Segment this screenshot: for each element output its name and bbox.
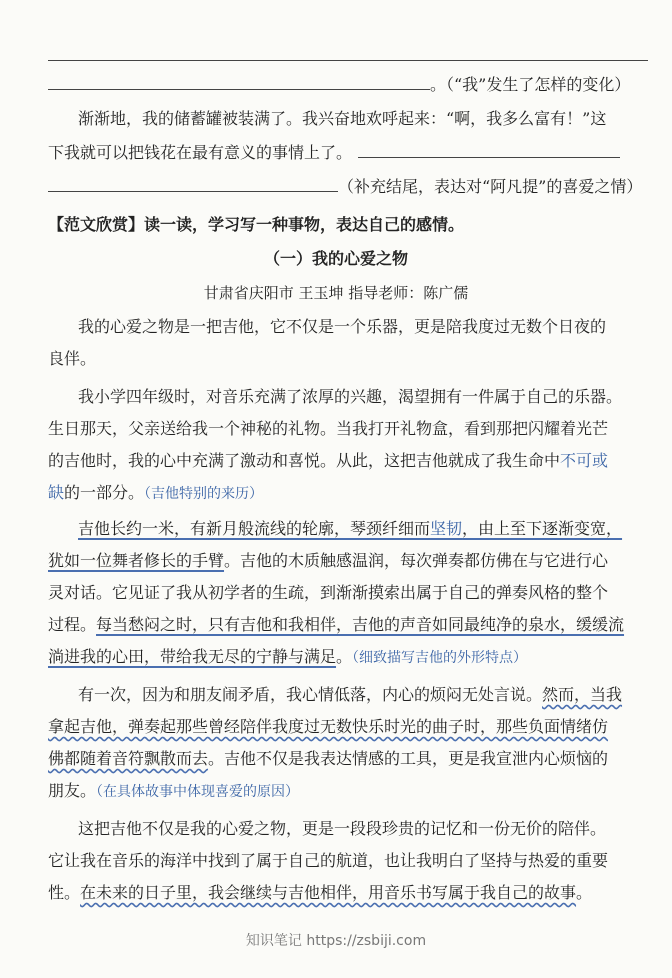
text: 。	[336, 647, 353, 666]
answer-line-1	[48, 60, 648, 61]
essay-author: 甘肃省庆阳市 王玉坤 指导老师：陈广儒	[203, 284, 469, 302]
para-text	[48, 138, 648, 168]
essay-line	[48, 414, 648, 444]
text: 有一次，因为和朋友闹矛盾，我心情低落，内心的烦闷无处言说。	[78, 685, 543, 704]
text: 渐渐地，我的储蓄罐被装满了。我兴奋地欢呼起来：“啊，我多么富有！”这	[78, 109, 607, 128]
wavy-underlined-text: 在未来的日子里，我会继续与吉他相伴，用音乐书写属于我自己的故事	[80, 883, 577, 902]
underlined-text: 犹如一位舞者修长的手臂	[48, 551, 225, 570]
essay-line	[48, 546, 648, 576]
prompt-text: 。（“我”发生了怎样的变化）	[430, 75, 631, 94]
essay-line	[48, 610, 648, 640]
text: 下我就可以把钱花在最有意义的事情上了。	[48, 143, 353, 162]
essay-line	[78, 514, 648, 544]
essay-title: （一）我的心爱之物	[263, 249, 408, 268]
blank	[48, 71, 430, 90]
wavy-underlined-text: 拿起吉他，弹奏起那些曾经陪伴我度过无数快乐时光的曲子时，那些负面情绪仿	[48, 717, 609, 736]
answer-line-3	[48, 172, 648, 202]
essay-line	[48, 478, 648, 508]
essay-line	[78, 814, 648, 844]
text: 灵对话。它见证了我从初学者的生疏，到渐渐摸索出属于自己的弹奏风格的整个	[48, 583, 609, 602]
essay-line	[48, 578, 648, 608]
answer-line-2	[48, 70, 648, 100]
blank	[48, 173, 338, 192]
essay-line	[48, 878, 648, 908]
text: 。吉他不仅是我表达情感的工具，更是我宣泄内心烦恼的	[208, 749, 609, 768]
highlight-text: 不可或	[560, 451, 609, 470]
text: 我小学四年级时，对音乐充满了浓厚的兴趣，渴望拥有一件属于自己的乐器。	[78, 387, 623, 406]
text: 我的心爱之物是一把吉他，它不仅是一个乐器，更是陪我度过无数个日夜的	[78, 317, 607, 336]
text: 生日那天，父亲送给我一个神秘的礼物。当我打开礼物盒，看到那把闪耀着光芒	[48, 419, 609, 438]
essay-line	[48, 712, 648, 742]
section-instruction: 读一读，学习写一种事物，表达自己的感情。	[144, 215, 465, 234]
essay-line	[48, 776, 648, 806]
section-tag: 【范文欣赏】	[48, 215, 145, 234]
text: 。吉他的木质触感温润，每次弹奏都仿佛在与它进行心	[224, 551, 609, 570]
underlined-text: 每当愁闷之时，只有吉他和我相伴，吉他的声音如同最纯净的泉水，缓缓流	[96, 615, 625, 634]
text: 性。	[48, 883, 81, 902]
annotation-note: （在具体故事中体现喜爱的原因）	[96, 784, 300, 800]
para-text	[78, 104, 648, 134]
text: 良伴。	[48, 349, 97, 368]
underlined-text: 淌进我的心田，带给我无尽的宁静与满足	[48, 647, 337, 666]
essay-line	[48, 446, 648, 476]
annotation-note: （细致描写吉他的外形特点）	[352, 650, 528, 666]
text: 过程。	[48, 615, 97, 634]
text: 它让我在音乐的海洋中找到了属于自己的航道，也让我明白了坚持与热爱的重要	[48, 851, 609, 870]
footer-watermark: 知识笔记 https://zsbiji.com	[245, 933, 427, 949]
highlight-text: 缺	[48, 483, 65, 502]
blank	[358, 139, 620, 158]
essay-line	[78, 382, 648, 412]
wavy-underlined-text: 然而，当我	[542, 685, 623, 704]
text: 的吉他时，我的心中充满了激动和喜悦。从此，这把吉他就成了我生命中	[48, 451, 561, 470]
essay-line	[48, 642, 648, 672]
text: 。	[576, 883, 593, 902]
essay-line	[48, 846, 648, 876]
wavy-underlined-text: 佛都随着音符飘散而去	[48, 749, 209, 768]
text: 的一部分。	[64, 483, 145, 502]
underlined-text: ，由上至下逐渐变宽，	[462, 519, 623, 538]
essay-line	[48, 344, 648, 374]
section-heading	[48, 212, 464, 235]
prompt-text: （补充结尾，表达对“阿凡提”的喜爱之情）	[338, 177, 643, 196]
essay-line	[78, 680, 648, 710]
annotation-note: （吉他特别的来历）	[144, 486, 264, 502]
underlined-text: 吉他长约一米，有新月般流线的轮廓，琴颈纤细而	[78, 519, 431, 538]
text: 朋友。	[48, 781, 97, 800]
essay-line	[48, 744, 648, 774]
essay-line	[78, 312, 648, 342]
highlight-text: 坚韧	[430, 519, 463, 538]
text: 这把吉他不仅是我的心爱之物，更是一段段珍贵的记忆和一份无价的陪伴。	[78, 819, 607, 838]
